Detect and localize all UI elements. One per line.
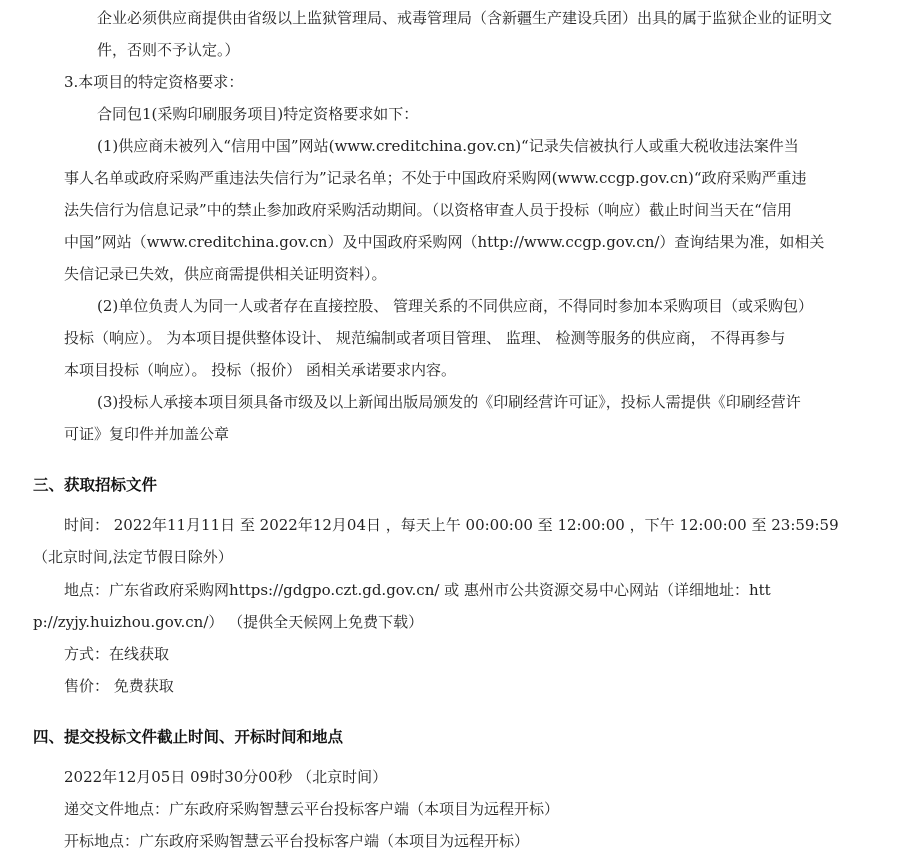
requirement-2-line-2: 投标（响应）。 为本项目提供整体设计、 规范编制或者项目管理、 监理、 检测等服务的供应商， 不得再参与 (64, 329, 786, 347)
requirement-3-line-1: (3)投标人承接本项目须具备市级及以上新闻出版局颁发的《印刷经营许可证》，投标人需提供《印刷经营许 (97, 393, 801, 411)
intro-line-1: 企业必须供应商提供由省级以上监狱管理局、戒毒管理局（含新疆生产建设兵团）出具的属于监狱企业的证明文 (97, 9, 833, 27)
section-3-title: 三、获取招标文件 (33, 476, 158, 494)
package-1-requirements: 合同包1(采购印刷服务项目)特定资格要求如下： (97, 105, 419, 123)
obtain-place-line-2: p://zyjy.huizhou.gov.cn/） （提供全天候网上免费下载） (33, 613, 424, 631)
obtain-time-line-1: 时间： 2022年11月11日 至 2022年12月04日 ，每天上午 00:00:00 至 12:00:00 ，下午 12:00:00 至 23:59:59 (64, 516, 839, 534)
obtain-method: 方式：在线获取 (64, 645, 170, 663)
requirement-1-line-2: 事人名单或政府采购严重违法失信行为”记录名单；不处于中国政府采购网(www.ccgp.gov.cn)“政府采购严重违 (64, 169, 807, 187)
opening-place: 开标地点：广东政府采购智慧云平台投标客户端（本项目为远程开标） (64, 832, 530, 850)
requirement-3-line-2: 可证》复印件并加盖公章 (64, 425, 230, 443)
requirement-1-line-5: 失信记录已失效，供应商需提供相关证明资料）。 (64, 265, 387, 283)
obtain-price: 售价： 免费获取 (64, 677, 174, 695)
requirement-1-line-4: 中国”网站（www.creditchina.gov.cn）及中国政府采购网（http://www.ccgp.gov.cn/）查询结果为准，如相关 (64, 233, 825, 251)
obtain-place-line-1: 地点：广东省政府采购网https://gdgpo.czt.gd.gov.cn/ 或 惠州市公共资源交易中心网站（详细地址：htt (64, 581, 771, 599)
item-3-heading: 3.本项目的特定资格要求： (64, 73, 244, 91)
requirement-1-line-3: 法失信行为信息记录”中的禁止参加政府采购活动期间。（以资格审查人员于投标（响应）截止时间当天在“信用 (64, 201, 792, 219)
submission-deadline: 2022年12月05日 09时30分00秒 （北京时间） (64, 768, 388, 786)
obtain-time-line-2: （北京时间,法定节假日除外） (33, 548, 233, 566)
submission-place: 递交文件地点：广东政府采购智慧云平台投标客户端（本项目为远程开标） (64, 800, 560, 818)
section-4-title: 四、提交投标文件截止时间、开标时间和地点 (33, 728, 344, 746)
requirement-2-line-1: (2)单位负责人为同一人或者存在直接控股、 管理关系的不同供应商，不得同时参加本采购项目（或采购包） (97, 297, 814, 315)
requirement-2-line-3: 本项目投标（响应）。 投标（报价） 函相关承诺要求内容。 (64, 361, 457, 379)
requirement-1-line-1: (1)供应商未被列入“信用中国”网站(www.creditchina.gov.cn)“记录失信被执行人或重大税收违法案件当 (97, 137, 799, 155)
intro-line-2: 件，否则不予认定。） (97, 41, 240, 59)
